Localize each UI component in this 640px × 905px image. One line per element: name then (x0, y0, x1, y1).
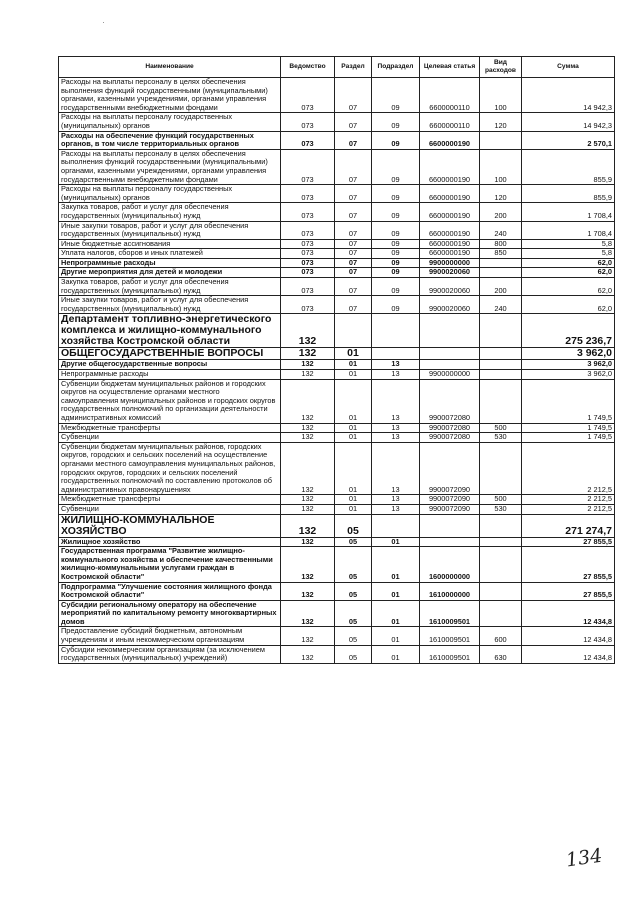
cell-section: 05 (335, 537, 372, 547)
cell-subsection: 13 (372, 442, 420, 495)
cell-dept: 132 (281, 370, 335, 380)
cell-exptype: 100 (480, 149, 522, 184)
cell-subsection: 13 (372, 504, 420, 514)
cell-exptype (480, 582, 522, 600)
budget-table (58, 56, 615, 664)
cell-section: 05 (335, 600, 372, 627)
cell-name: Субсидии некоммерческим организациям (за исключением государственных (муниципальных) учреждений) (59, 645, 281, 663)
cell-target: 6600000190 (420, 221, 480, 239)
header-dept: Ведомство (281, 57, 335, 78)
cell-dept: 073 (281, 131, 335, 149)
cell-sum: 14 942,3 (522, 78, 615, 113)
cell-target: 9900072090 (420, 495, 480, 505)
table-row (59, 370, 615, 380)
cell-dept: 073 (281, 249, 335, 259)
cell-sum: 271 274,7 (522, 514, 615, 537)
cell-section: 07 (335, 278, 372, 296)
cell-dept: 073 (281, 239, 335, 249)
cell-sum: 12 434,8 (522, 627, 615, 645)
cell-exptype: 120 (480, 113, 522, 131)
cell-subsection: 09 (372, 278, 420, 296)
cell-name: Расходы на выплаты персоналу в целях обеспечения выполнения функций государственными (муниципальными) органами, казенными учреждениями, органами управления государственными внебюджетными фондами (59, 78, 281, 113)
cell-name: Закупка товаров, работ и услуг для обеспечения государственных (муниципальных) нужд (59, 278, 281, 296)
cell-name: Иные закупки товаров, работ и услуг для обеспечения государственных (муниципальных) нужд (59, 296, 281, 314)
cell-section (335, 314, 372, 348)
cell-target: 6600000190 (420, 249, 480, 259)
cell-exptype (480, 379, 522, 423)
cell-name: Субвенции бюджетам муниципальных районов, городских округов, городских и сельских поселений на осуществление органами местного самоуправления муниципальных районов, городских округов, городских и сельских поселений государственных полномочий по составлению протоколов об административных правонарушениях (59, 442, 281, 495)
cell-exptype (480, 547, 522, 582)
cell-exptype: 200 (480, 203, 522, 221)
table-row (59, 433, 615, 443)
cell-sum: 2 212,5 (522, 504, 615, 514)
cell-section: 07 (335, 296, 372, 314)
cell-sum: 855,9 (522, 149, 615, 184)
table-header (59, 57, 615, 78)
cell-name: Жилищное хозяйство (59, 537, 281, 547)
cell-dept: 132 (281, 514, 335, 537)
cell-subsection: 09 (372, 296, 420, 314)
cell-subsection: 01 (372, 600, 420, 627)
table-row (59, 547, 615, 582)
cell-subsection: 09 (372, 78, 420, 113)
cell-exptype: 600 (480, 627, 522, 645)
cell-sum: 12 434,8 (522, 645, 615, 663)
table-row (59, 423, 615, 433)
cell-target: 1610000000 (420, 582, 480, 600)
cell-sum: 2 212,5 (522, 495, 615, 505)
table-row (59, 627, 615, 645)
cell-section: 07 (335, 131, 372, 149)
cell-target: 9900020060 (420, 268, 480, 278)
cell-subsection: 13 (372, 370, 420, 380)
cell-name: Расходы на выплаты персоналу в целях обеспечения выполнения функций государственными (муниципальными) органами, казенными учреждениями, органами управления государственными внебюджетными фондами (59, 149, 281, 184)
cell-dept: 073 (281, 296, 335, 314)
cell-name: Расходы на обеспечение функций государственных органов, в том числе территориальных органов (59, 131, 281, 149)
cell-exptype: 200 (480, 278, 522, 296)
cell-sum: 2 570,1 (522, 131, 615, 149)
cell-name: Непрограммные расходы (59, 258, 281, 268)
cell-target: 9900000000 (420, 370, 480, 380)
cell-dept: 132 (281, 582, 335, 600)
cell-dept: 132 (281, 600, 335, 627)
cell-section: 07 (335, 185, 372, 203)
cell-section: 07 (335, 203, 372, 221)
cell-section: 01 (335, 442, 372, 495)
cell-dept: 073 (281, 185, 335, 203)
cell-name: Расходы на выплаты персоналу государственных (муниципальных) органов (59, 185, 281, 203)
header-section: Раздел (335, 57, 372, 78)
cell-target (420, 314, 480, 348)
cell-target (420, 348, 480, 360)
cell-exptype (480, 268, 522, 278)
cell-target: 1610009501 (420, 645, 480, 663)
table-row (59, 113, 615, 131)
cell-section: 07 (335, 78, 372, 113)
cell-section: 07 (335, 239, 372, 249)
cell-target: 9900072090 (420, 504, 480, 514)
cell-section: 05 (335, 547, 372, 582)
table-row (59, 504, 615, 514)
cell-name: Подпрограмма "Улучшение состояния жилищного фонда Костромской области" (59, 582, 281, 600)
cell-target: 6600000190 (420, 185, 480, 203)
table-row (59, 131, 615, 149)
cell-name: Расходы на выплаты персоналу государственных (муниципальных) органов (59, 113, 281, 131)
table-row (59, 249, 615, 259)
cell-dept: 073 (281, 221, 335, 239)
cell-section: 07 (335, 258, 372, 268)
cell-subsection: 09 (372, 249, 420, 259)
table-row (59, 442, 615, 495)
cell-exptype (480, 514, 522, 537)
cell-subsection: 13 (372, 360, 420, 370)
cell-exptype: 100 (480, 78, 522, 113)
cell-target: 6600000190 (420, 239, 480, 249)
cell-target: 6600000190 (420, 149, 480, 184)
cell-name: Иные закупки товаров, работ и услуг для обеспечения государственных (муниципальных) нужд (59, 221, 281, 239)
cell-name: Субвенции бюджетам муниципальных районов и городских округов на осуществление органами местного самоуправления муниципальных районов и городских округов государственных полномочий по организации деятельности административных комиссий (59, 379, 281, 423)
cell-target: 6600000190 (420, 131, 480, 149)
cell-target: 1600000000 (420, 547, 480, 582)
cell-exptype (480, 442, 522, 495)
cell-subsection: 09 (372, 239, 420, 249)
cell-exptype (480, 370, 522, 380)
cell-section: 01 (335, 423, 372, 433)
cell-sum: 12 434,8 (522, 600, 615, 627)
cell-dept: 073 (281, 113, 335, 131)
table-row (59, 600, 615, 627)
cell-name: Государственная программа "Развитие жилищно-коммунального хозяйства и обеспечение качественными жилищно-коммунальными услугами граждан в Костромской области" (59, 547, 281, 582)
cell-exptype (480, 131, 522, 149)
cell-subsection: 01 (372, 582, 420, 600)
cell-name: Субсидии региональному оператору на обеспечение мероприятий по капитальному ремонту многоквартирных домов (59, 600, 281, 627)
cell-name: Другие общегосударственные вопросы (59, 360, 281, 370)
cell-sum: 3 962,0 (522, 370, 615, 380)
cell-exptype: 500 (480, 495, 522, 505)
cell-exptype (480, 348, 522, 360)
cell-target: 9900072080 (420, 433, 480, 443)
cell-sum: 1 749,5 (522, 423, 615, 433)
cell-sum: 275 236,7 (522, 314, 615, 348)
cell-subsection: 13 (372, 423, 420, 433)
cell-exptype: 120 (480, 185, 522, 203)
cell-section: 05 (335, 645, 372, 663)
table-row (59, 185, 615, 203)
cell-sum: 2 212,5 (522, 442, 615, 495)
cell-name: Межбюджетные трансферты (59, 423, 281, 433)
cell-subsection: 01 (372, 645, 420, 663)
cell-dept: 132 (281, 627, 335, 645)
cell-exptype: 240 (480, 221, 522, 239)
cell-sum: 1 749,5 (522, 379, 615, 423)
cell-name: Закупка товаров, работ и услуг для обеспечения государственных (муниципальных) нужд (59, 203, 281, 221)
cell-dept: 132 (281, 433, 335, 443)
cell-section: 07 (335, 149, 372, 184)
cell-section: 01 (335, 379, 372, 423)
table-row (59, 514, 615, 537)
cell-name: Уплата налогов, сборов и иных платежей (59, 249, 281, 259)
cell-exptype (480, 258, 522, 268)
cell-subsection (372, 514, 420, 537)
cell-target (420, 514, 480, 537)
table-row (59, 495, 615, 505)
cell-name: Другие мероприятия для детей и молодежи (59, 268, 281, 278)
header-target: Целевая статья (420, 57, 480, 78)
cell-name: Иные бюджетные ассигнования (59, 239, 281, 249)
cell-name: Непрограммные расходы (59, 370, 281, 380)
cell-exptype: 850 (480, 249, 522, 259)
cell-name: Межбюджетные трансферты (59, 495, 281, 505)
cell-exptype (480, 537, 522, 547)
cell-name: Предоставление субсидий бюджетным, автономным учреждениям и иным некоммерческим организациям (59, 627, 281, 645)
cell-section: 01 (335, 504, 372, 514)
table-row (59, 149, 615, 184)
cell-target: 9900020060 (420, 296, 480, 314)
cell-sum: 855,9 (522, 185, 615, 203)
cell-dept: 132 (281, 547, 335, 582)
cell-section: 01 (335, 348, 372, 360)
cell-subsection: 13 (372, 495, 420, 505)
cell-target: 1610009501 (420, 600, 480, 627)
table-row (59, 221, 615, 239)
cell-sum: 27 855,5 (522, 537, 615, 547)
cell-dept: 073 (281, 203, 335, 221)
cell-dept: 132 (281, 379, 335, 423)
cell-sum: 27 855,5 (522, 547, 615, 582)
cell-section: 01 (335, 360, 372, 370)
page-number: 134 (564, 844, 604, 872)
cell-section: 05 (335, 514, 372, 537)
cell-section: 01 (335, 433, 372, 443)
cell-exptype (480, 360, 522, 370)
cell-sum: 3 962,0 (522, 348, 615, 360)
cell-target: 9900072080 (420, 379, 480, 423)
cell-name: ЖИЛИЩНО-КОММУНАЛЬНОЕ ХОЗЯЙСТВО (59, 514, 281, 537)
cell-target: 6600000110 (420, 113, 480, 131)
cell-subsection: 09 (372, 203, 420, 221)
header-subsection: Подраздел (372, 57, 420, 78)
cell-target: 1610009501 (420, 627, 480, 645)
cell-dept: 132 (281, 442, 335, 495)
cell-subsection: 09 (372, 113, 420, 131)
cell-exptype: 530 (480, 504, 522, 514)
cell-target: 9900020060 (420, 278, 480, 296)
cell-subsection (372, 314, 420, 348)
cell-sum: 3 962,0 (522, 360, 615, 370)
table-row (59, 379, 615, 423)
cell-target: 9900000000 (420, 258, 480, 268)
table-body (59, 78, 615, 664)
table-row (59, 296, 615, 314)
cell-section: 05 (335, 627, 372, 645)
cell-exptype: 240 (480, 296, 522, 314)
cell-name: Субвенции (59, 504, 281, 514)
header-row (59, 57, 615, 78)
table-row (59, 314, 615, 348)
cell-target: 6600000110 (420, 78, 480, 113)
cell-dept: 073 (281, 268, 335, 278)
cell-sum: 62,0 (522, 278, 615, 296)
scan-mark (103, 22, 104, 23)
cell-dept: 132 (281, 537, 335, 547)
cell-dept: 073 (281, 278, 335, 296)
cell-section: 07 (335, 268, 372, 278)
cell-subsection: 13 (372, 433, 420, 443)
cell-section: 07 (335, 113, 372, 131)
cell-subsection: 09 (372, 268, 420, 278)
cell-exptype (480, 314, 522, 348)
cell-dept: 132 (281, 348, 335, 360)
cell-sum: 1 708,4 (522, 203, 615, 221)
cell-sum: 5,8 (522, 239, 615, 249)
cell-section: 07 (335, 249, 372, 259)
cell-subsection: 09 (372, 131, 420, 149)
cell-dept: 132 (281, 645, 335, 663)
cell-target: 6600000190 (420, 203, 480, 221)
cell-subsection: 09 (372, 185, 420, 203)
cell-subsection: 13 (372, 379, 420, 423)
cell-sum: 62,0 (522, 258, 615, 268)
cell-sum: 62,0 (522, 268, 615, 278)
cell-target (420, 537, 480, 547)
cell-sum: 62,0 (522, 296, 615, 314)
cell-exptype: 630 (480, 645, 522, 663)
cell-dept: 132 (281, 314, 335, 348)
cell-subsection: 01 (372, 537, 420, 547)
table-row (59, 278, 615, 296)
cell-name: ОБЩЕГОСУДАРСТВЕННЫЕ ВОПРОСЫ (59, 348, 281, 360)
cell-target: 9900072080 (420, 423, 480, 433)
cell-subsection: 09 (372, 258, 420, 268)
cell-exptype: 500 (480, 423, 522, 433)
cell-dept: 132 (281, 504, 335, 514)
cell-subsection: 01 (372, 627, 420, 645)
cell-section: 01 (335, 495, 372, 505)
header-sum: Сумма (522, 57, 615, 78)
table-row (59, 203, 615, 221)
cell-section: 01 (335, 370, 372, 380)
cell-dept: 132 (281, 360, 335, 370)
cell-exptype: 800 (480, 239, 522, 249)
cell-exptype (480, 600, 522, 627)
cell-exptype: 530 (480, 433, 522, 443)
header-exptype: Вид расходов (480, 57, 522, 78)
cell-section: 05 (335, 582, 372, 600)
cell-dept: 132 (281, 423, 335, 433)
cell-sum: 1 708,4 (522, 221, 615, 239)
cell-dept: 073 (281, 258, 335, 268)
table-row (59, 582, 615, 600)
cell-dept: 073 (281, 78, 335, 113)
cell-section: 07 (335, 221, 372, 239)
table-row (59, 645, 615, 663)
header-name: Наименование (59, 57, 281, 78)
cell-subsection: 01 (372, 547, 420, 582)
cell-subsection: 09 (372, 221, 420, 239)
cell-target: 9900072090 (420, 442, 480, 495)
cell-subsection: 09 (372, 149, 420, 184)
cell-subsection (372, 348, 420, 360)
cell-sum: 14 942,3 (522, 113, 615, 131)
cell-sum: 27 855,5 (522, 582, 615, 600)
cell-sum: 1 749,5 (522, 433, 615, 443)
table-row (59, 348, 615, 360)
cell-name: Субвенции (59, 433, 281, 443)
cell-name: Департамент топливно-энергетического комплекса и жилищно-коммунального хозяйства Костромской области (59, 314, 281, 348)
cell-dept: 073 (281, 149, 335, 184)
cell-sum: 5,8 (522, 249, 615, 259)
cell-dept: 132 (281, 495, 335, 505)
table-row (59, 78, 615, 113)
